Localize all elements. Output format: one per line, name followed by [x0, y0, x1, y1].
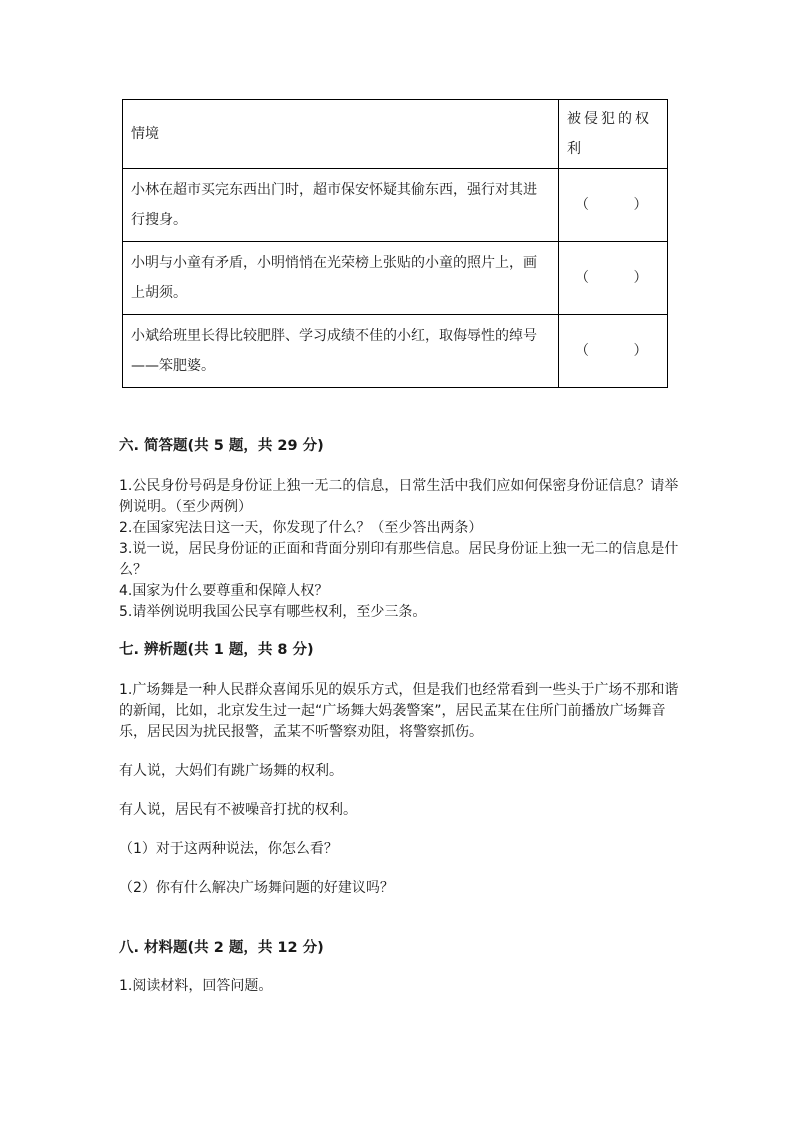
- table-row: [123, 169, 668, 242]
- sub-question-2: （2）你有什么解决广场舞问题的好建议吗？: [119, 880, 394, 896]
- section-title: 六. 简答题(共 5 题，共 29 分): [119, 438, 324, 454]
- question-item: 3.说一说，居民身份证的正面和背面分别印有那些信息。居民身份证上独一无二的信息是什么？: [119, 541, 679, 578]
- question-item: 4.国家为什么要尊重和保障人权？: [119, 583, 329, 599]
- answer-blank: （ ）: [575, 197, 648, 213]
- answer-cell[interactable]: [559, 169, 668, 242]
- header-situation: 情境: [123, 100, 559, 169]
- section-title: 八. 材料题(共 2 题，共 12 分): [119, 940, 324, 956]
- answer-blank: （ ）: [575, 270, 648, 286]
- section-title: 七. 辨析题(共 1 题，共 8 分): [119, 642, 314, 658]
- question-item: 2.在国家宪法日这一天，你发现了什么？（至少答出两条）: [119, 520, 483, 536]
- answer-cell[interactable]: [559, 242, 668, 315]
- section-analysis: [119, 639, 679, 899]
- situation-cell: 小明与小童有矛盾，小明悄悄在光荣榜上张贴的小童的照片上，画上胡须。: [123, 242, 559, 315]
- situation-cell: 小林在超市买完东西出门时，超市保安怀疑其偷东西，强行对其进行搜身。: [123, 169, 559, 242]
- table-row: [123, 242, 668, 315]
- view-one: 有人说，大妈们有跳广场舞的权利。: [119, 763, 343, 779]
- table-header-row: [123, 100, 668, 169]
- rights-table: [122, 99, 668, 388]
- section-short-answer: [119, 435, 679, 623]
- header-right: 被侵犯的权利: [559, 100, 668, 169]
- question-item: 5.请举例说明我国公民享有哪些权利，至少三条。: [119, 604, 427, 620]
- answer-blank: （ ）: [575, 343, 648, 359]
- question-item: 1.阅读材料，回答问题。: [119, 978, 273, 994]
- situation-cell: 小斌给班里长得比较肥胖、学习成绩不佳的小红，取侮辱性的绰号——笨肥婆。: [123, 315, 559, 388]
- question-paragraph: 1.广场舞是一种人民群众喜闻乐见的娱乐方式，但是我们也经常看到一些头于广场不那和谐的新闻，比如，北京发生过一起“广场舞大妈袭警案”，居民孟某在住所门前播放广场舞音乐，居民因为扰民报警，孟某不听警察劝阻，将警察抓伤。: [119, 682, 679, 740]
- question-item: 1.公民身份号码是身份证上独一无二的信息，日常生活中我们应如何保密身份证信息？请举例说明。（至少两例）: [119, 478, 679, 515]
- sub-question-1: （1）对于这两种说法，你怎么看？: [119, 841, 338, 857]
- view-two: 有人说，居民有不被噪音打扰的权利。: [119, 802, 357, 818]
- section-material: [119, 937, 679, 997]
- table-row: [123, 315, 668, 388]
- answer-cell[interactable]: [559, 315, 668, 388]
